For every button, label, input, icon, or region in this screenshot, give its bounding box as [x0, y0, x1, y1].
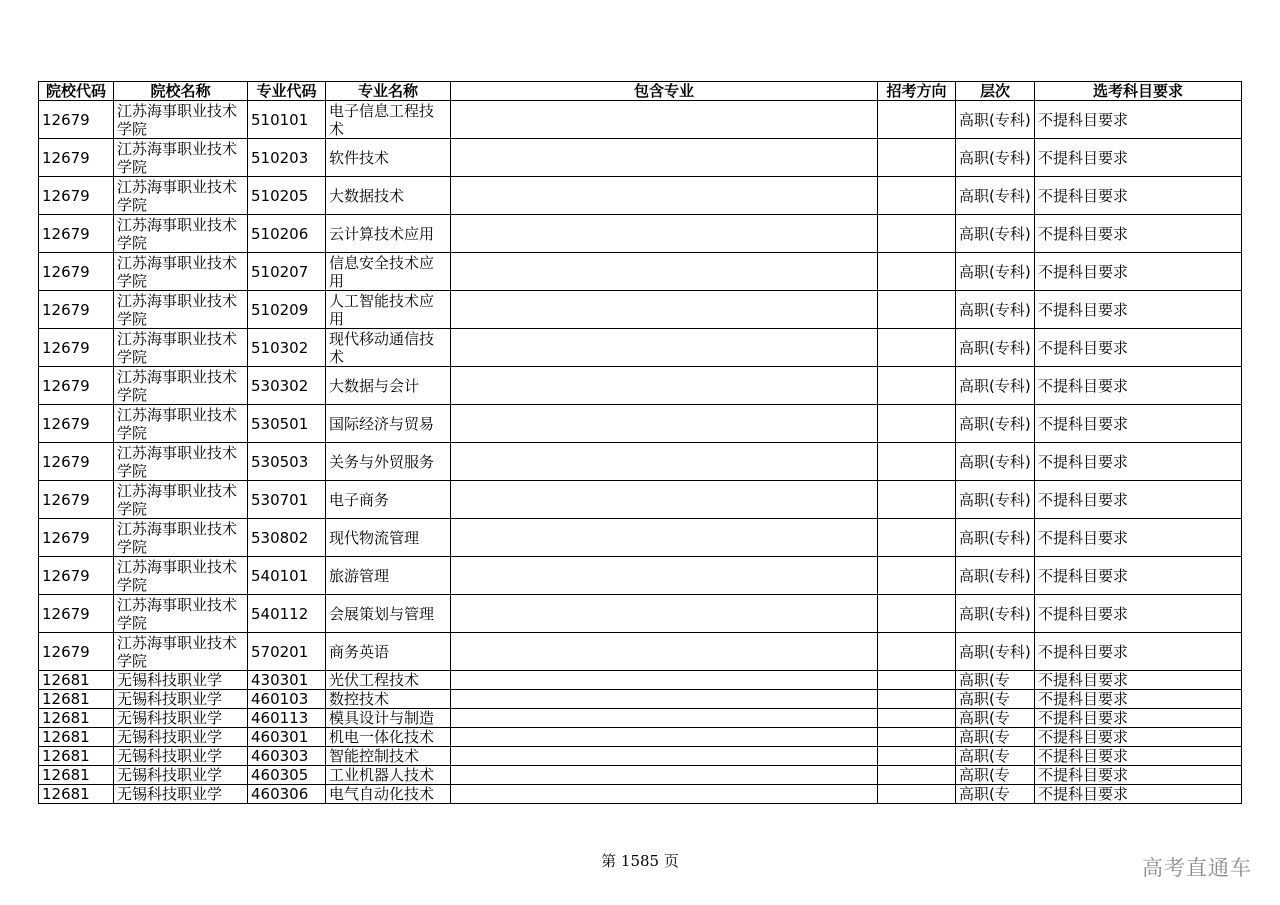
cell-level: 高职(专科): [956, 177, 1035, 215]
cell-school-name: 江苏海事职业技术学院: [114, 481, 248, 519]
table-row: [39, 671, 1242, 690]
cell-subject-requirement: 不提科目要求: [1035, 747, 1242, 766]
cell-major-name: 现代物流管理: [326, 519, 451, 557]
table-row: [39, 633, 1242, 671]
header-school-name: 院校名称: [114, 82, 248, 101]
cell-major-code: 530802: [248, 519, 326, 557]
cell-included-majors: [451, 785, 878, 804]
cell-major-name: 信息安全技术应用: [326, 253, 451, 291]
cell-direction: [878, 329, 956, 367]
cell-direction: [878, 253, 956, 291]
cell-included-majors: [451, 367, 878, 405]
cell-major-name: 大数据与会计: [326, 367, 451, 405]
cell-school-code: 12681: [39, 747, 114, 766]
cell-subject-requirement: 不提科目要求: [1035, 481, 1242, 519]
table-row: [39, 709, 1242, 728]
cell-subject-requirement: 不提科目要求: [1035, 557, 1242, 595]
cell-direction: [878, 595, 956, 633]
cell-direction: [878, 633, 956, 671]
cell-subject-requirement: 不提科目要求: [1035, 329, 1242, 367]
cell-level: 高职(专科): [956, 633, 1035, 671]
cell-direction: [878, 728, 956, 747]
cell-included-majors: [451, 177, 878, 215]
cell-school-code: 12679: [39, 177, 114, 215]
cell-subject-requirement: 不提科目要求: [1035, 595, 1242, 633]
cell-school-code: 12679: [39, 633, 114, 671]
cell-direction: [878, 215, 956, 253]
cell-direction: [878, 101, 956, 139]
cell-direction: [878, 671, 956, 690]
cell-school-code: 12679: [39, 329, 114, 367]
cell-major-code: 460306: [248, 785, 326, 804]
cell-included-majors: [451, 671, 878, 690]
cell-major-name: 商务英语: [326, 633, 451, 671]
cell-level: 高职(专科): [956, 443, 1035, 481]
table-row: [39, 405, 1242, 443]
cell-school-name: 江苏海事职业技术学院: [114, 329, 248, 367]
cell-school-name: 无锡科技职业学: [114, 785, 248, 804]
cell-subject-requirement: 不提科目要求: [1035, 766, 1242, 785]
cell-major-code: 530701: [248, 481, 326, 519]
cell-major-code: 510302: [248, 329, 326, 367]
admission-table: [38, 81, 1242, 804]
cell-school-name: 江苏海事职业技术学院: [114, 291, 248, 329]
cell-included-majors: [451, 139, 878, 177]
cell-school-name: 无锡科技职业学: [114, 709, 248, 728]
cell-school-code: 12679: [39, 595, 114, 633]
cell-school-code: 12679: [39, 367, 114, 405]
header-level: 层次: [956, 82, 1035, 101]
cell-subject-requirement: 不提科目要求: [1035, 519, 1242, 557]
cell-school-name: 江苏海事职业技术学院: [114, 633, 248, 671]
cell-included-majors: [451, 557, 878, 595]
cell-level: 高职(专科): [956, 595, 1035, 633]
header-direction: 招考方向: [878, 82, 956, 101]
cell-major-code: 540112: [248, 595, 326, 633]
cell-subject-requirement: 不提科目要求: [1035, 785, 1242, 804]
cell-school-code: 12679: [39, 101, 114, 139]
cell-major-name: 云计算技术应用: [326, 215, 451, 253]
cell-included-majors: [451, 481, 878, 519]
cell-major-name: 大数据技术: [326, 177, 451, 215]
cell-major-code: 530501: [248, 405, 326, 443]
cell-major-name: 光伏工程技术: [326, 671, 451, 690]
cell-school-name: 江苏海事职业技术学院: [114, 177, 248, 215]
cell-school-name: 江苏海事职业技术学院: [114, 139, 248, 177]
table-row: [39, 519, 1242, 557]
cell-direction: [878, 557, 956, 595]
cell-level: 高职(专: [956, 747, 1035, 766]
cell-level: 高职(专科): [956, 519, 1035, 557]
cell-subject-requirement: 不提科目要求: [1035, 253, 1242, 291]
table-row: [39, 329, 1242, 367]
cell-school-code: 12679: [39, 215, 114, 253]
cell-direction: [878, 766, 956, 785]
cell-major-name: 模具设计与制造: [326, 709, 451, 728]
cell-school-name: 江苏海事职业技术学院: [114, 253, 248, 291]
cell-direction: [878, 291, 956, 329]
table-row: [39, 367, 1242, 405]
table-row: [39, 215, 1242, 253]
cell-major-code: 530302: [248, 367, 326, 405]
table-body: [39, 101, 1242, 804]
cell-major-name: 机电一体化技术: [326, 728, 451, 747]
cell-level: 高职(专: [956, 671, 1035, 690]
header-included-majors: 包含专业: [451, 82, 878, 101]
cell-included-majors: [451, 519, 878, 557]
cell-subject-requirement: 不提科目要求: [1035, 101, 1242, 139]
cell-included-majors: [451, 101, 878, 139]
cell-major-name: 数控技术: [326, 690, 451, 709]
cell-school-name: 无锡科技职业学: [114, 728, 248, 747]
cell-included-majors: [451, 443, 878, 481]
cell-major-name: 人工智能技术应用: [326, 291, 451, 329]
cell-level: 高职(专科): [956, 291, 1035, 329]
header-major-name: 专业名称: [326, 82, 451, 101]
cell-direction: [878, 177, 956, 215]
cell-level: 高职(专: [956, 766, 1035, 785]
cell-school-code: 12681: [39, 728, 114, 747]
cell-level: 高职(专科): [956, 215, 1035, 253]
cell-school-code: 12679: [39, 481, 114, 519]
header-subject-requirement: 选考科目要求: [1035, 82, 1242, 101]
table-row: [39, 101, 1242, 139]
cell-school-code: 12679: [39, 519, 114, 557]
cell-included-majors: [451, 329, 878, 367]
cell-included-majors: [451, 215, 878, 253]
cell-major-code: 510205: [248, 177, 326, 215]
cell-major-code: 460301: [248, 728, 326, 747]
cell-subject-requirement: 不提科目要求: [1035, 709, 1242, 728]
cell-direction: [878, 481, 956, 519]
cell-level: 高职(专: [956, 690, 1035, 709]
cell-major-name: 智能控制技术: [326, 747, 451, 766]
table-row: [39, 443, 1242, 481]
cell-level: 高职(专: [956, 728, 1035, 747]
cell-subject-requirement: 不提科目要求: [1035, 443, 1242, 481]
cell-included-majors: [451, 766, 878, 785]
cell-direction: [878, 519, 956, 557]
cell-subject-requirement: 不提科目要求: [1035, 215, 1242, 253]
cell-level: 高职(专科): [956, 253, 1035, 291]
cell-major-name: 国际经济与贸易: [326, 405, 451, 443]
cell-school-name: 江苏海事职业技术学院: [114, 443, 248, 481]
cell-direction: [878, 709, 956, 728]
header-major-code: 专业代码: [248, 82, 326, 101]
cell-subject-requirement: 不提科目要求: [1035, 291, 1242, 329]
cell-direction: [878, 443, 956, 481]
cell-school-name: 江苏海事职业技术学院: [114, 367, 248, 405]
cell-subject-requirement: 不提科目要求: [1035, 139, 1242, 177]
cell-level: 高职(专科): [956, 557, 1035, 595]
table-row: [39, 177, 1242, 215]
cell-school-code: 12679: [39, 139, 114, 177]
cell-school-name: 江苏海事职业技术学院: [114, 215, 248, 253]
cell-direction: [878, 785, 956, 804]
table-header-row: [39, 82, 1242, 101]
cell-major-code: 530503: [248, 443, 326, 481]
cell-direction: [878, 405, 956, 443]
cell-school-name: 江苏海事职业技术学院: [114, 595, 248, 633]
cell-major-code: 460305: [248, 766, 326, 785]
cell-level: 高职(专科): [956, 405, 1035, 443]
cell-level: 高职(专科): [956, 367, 1035, 405]
cell-school-code: 12679: [39, 443, 114, 481]
cell-included-majors: [451, 690, 878, 709]
cell-school-name: 无锡科技职业学: [114, 690, 248, 709]
cell-major-code: 460303: [248, 747, 326, 766]
cell-major-name: 旅游管理: [326, 557, 451, 595]
cell-school-code: 12679: [39, 253, 114, 291]
table-row: [39, 785, 1242, 804]
table-row: [39, 481, 1242, 519]
table-row: [39, 253, 1242, 291]
cell-major-name: 会展策划与管理: [326, 595, 451, 633]
page-number: 第 1585 页: [601, 852, 679, 870]
cell-major-code: 510101: [248, 101, 326, 139]
cell-school-code: 12681: [39, 785, 114, 804]
cell-included-majors: [451, 747, 878, 766]
cell-school-name: 无锡科技职业学: [114, 766, 248, 785]
cell-school-name: 无锡科技职业学: [114, 671, 248, 690]
header-school-code: 院校代码: [39, 82, 114, 101]
table-row: [39, 728, 1242, 747]
cell-direction: [878, 747, 956, 766]
cell-included-majors: [451, 595, 878, 633]
cell-major-code: 510203: [248, 139, 326, 177]
cell-included-majors: [451, 253, 878, 291]
cell-included-majors: [451, 728, 878, 747]
cell-major-name: 工业机器人技术: [326, 766, 451, 785]
cell-subject-requirement: 不提科目要求: [1035, 728, 1242, 747]
cell-major-code: 510206: [248, 215, 326, 253]
table-row: [39, 766, 1242, 785]
cell-major-code: 570201: [248, 633, 326, 671]
cell-included-majors: [451, 291, 878, 329]
cell-level: 高职(专科): [956, 329, 1035, 367]
cell-school-name: 江苏海事职业技术学院: [114, 519, 248, 557]
cell-school-code: 12681: [39, 690, 114, 709]
cell-included-majors: [451, 405, 878, 443]
cell-major-code: 510209: [248, 291, 326, 329]
cell-major-name: 电子信息工程技术: [326, 101, 451, 139]
cell-subject-requirement: 不提科目要求: [1035, 690, 1242, 709]
cell-major-code: 460113: [248, 709, 326, 728]
table-row: [39, 139, 1242, 177]
cell-level: 高职(专科): [956, 481, 1035, 519]
cell-level: 高职(专科): [956, 139, 1035, 177]
cell-school-code: 12679: [39, 405, 114, 443]
cell-school-code: 12679: [39, 291, 114, 329]
cell-major-name: 电气自动化技术: [326, 785, 451, 804]
cell-subject-requirement: 不提科目要求: [1035, 405, 1242, 443]
cell-subject-requirement: 不提科目要求: [1035, 177, 1242, 215]
cell-school-name: 无锡科技职业学: [114, 747, 248, 766]
cell-school-name: 江苏海事职业技术学院: [114, 557, 248, 595]
table-row: [39, 595, 1242, 633]
cell-major-name: 电子商务: [326, 481, 451, 519]
cell-major-code: 540101: [248, 557, 326, 595]
cell-school-code: 12679: [39, 557, 114, 595]
cell-included-majors: [451, 709, 878, 728]
cell-level: 高职(专: [956, 785, 1035, 804]
table-row: [39, 291, 1242, 329]
cell-school-code: 12681: [39, 671, 114, 690]
cell-major-name: 现代移动通信技术: [326, 329, 451, 367]
table-row: [39, 747, 1242, 766]
cell-level: 高职(专科): [956, 101, 1035, 139]
watermark-text: 高考直通车: [1142, 856, 1252, 880]
table-row: [39, 690, 1242, 709]
cell-school-code: 12681: [39, 766, 114, 785]
cell-major-code: 510207: [248, 253, 326, 291]
cell-subject-requirement: 不提科目要求: [1035, 367, 1242, 405]
cell-school-name: 江苏海事职业技术学院: [114, 101, 248, 139]
cell-subject-requirement: 不提科目要求: [1035, 671, 1242, 690]
cell-school-name: 江苏海事职业技术学院: [114, 405, 248, 443]
cell-level: 高职(专: [956, 709, 1035, 728]
cell-major-name: 软件技术: [326, 139, 451, 177]
cell-direction: [878, 139, 956, 177]
cell-direction: [878, 690, 956, 709]
cell-subject-requirement: 不提科目要求: [1035, 633, 1242, 671]
table-row: [39, 557, 1242, 595]
cell-direction: [878, 367, 956, 405]
cell-included-majors: [451, 633, 878, 671]
cell-school-code: 12681: [39, 709, 114, 728]
cell-major-code: 430301: [248, 671, 326, 690]
cell-major-code: 460103: [248, 690, 326, 709]
cell-major-name: 关务与外贸服务: [326, 443, 451, 481]
